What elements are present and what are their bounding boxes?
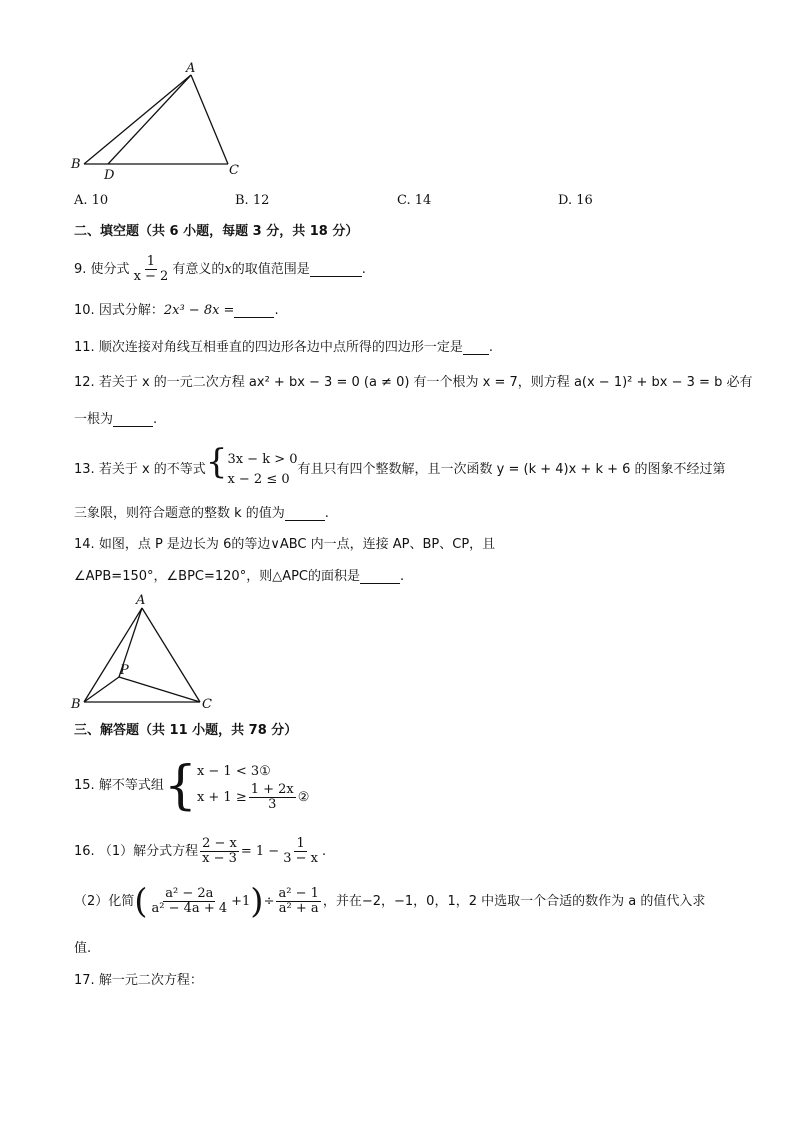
q12-line1: 若关于 x 的一元二次方程 ax² + bx − 3 = 0 (a ≠ 0) 有一个根为 x = 7，则方程 a(x − 1)² + bx − 3 = b 必有: [98, 375, 753, 390]
inequality-system: [197, 761, 309, 812]
q16-p1-prefix: （1）解分式方程: [98, 844, 199, 859]
question-number: 15.: [74, 778, 95, 793]
option-c: C. 14: [397, 193, 432, 208]
fraction: [276, 887, 320, 916]
left-paren: (: [134, 881, 148, 922]
question-14-line-2: [74, 568, 404, 586]
question-16-part-2-line-2: 值.: [74, 941, 92, 956]
section-3-heading: 三、解答题（共 11 小题，共 78 分）: [74, 723, 298, 738]
vertex-label-a: A: [136, 593, 146, 608]
expression: 2x³ − 8x =: [163, 303, 235, 318]
q16-p2-prefix: （2）化简: [74, 894, 135, 909]
question-13-line-2: [74, 505, 329, 523]
denominator: 3: [268, 796, 277, 812]
divide-sign: ÷: [263, 894, 275, 909]
answer-blank[interactable]: [285, 506, 325, 521]
question-number: 10.: [74, 303, 95, 318]
fraction: [200, 837, 239, 866]
numerator: a² − 2a: [165, 886, 214, 901]
q11-text: 顺次连接对角线互相垂直的四边形各边中点所得的四边形一定是: [98, 340, 463, 355]
question-12-line-1: [74, 374, 752, 392]
denominator: a² − 4a + 4: [151, 901, 228, 916]
circled-2: ②: [297, 789, 310, 805]
question-number: 12.: [74, 375, 95, 390]
q16-p2-suffix: ，并在−2，−1，0，1，2 中选取一个合适的数作为 a 的值代入求: [322, 894, 706, 909]
inequality-system: [227, 450, 297, 490]
triangle-figure-2: [66, 588, 226, 714]
fraction: [281, 837, 320, 866]
option-b: B. 12: [235, 193, 270, 208]
brace: {: [205, 442, 228, 482]
vertex-label-a: A: [186, 61, 196, 76]
point-label-p: P: [120, 663, 129, 678]
q13-suffix: 有且只有四个整数解，且一次函数 y = (k + 4)x + k + 6 的图象不经过第: [297, 462, 726, 477]
inequality-2: x − 2 ≤ 0: [227, 471, 290, 487]
denominator: x − 2: [133, 269, 169, 284]
answer-blank[interactable]: [463, 340, 489, 355]
option-d: D. 16: [558, 193, 593, 208]
triangle-figure-1: [66, 58, 256, 188]
q13-prefix: 若关于 x 的不等式: [98, 462, 206, 477]
period: .: [153, 412, 158, 427]
plus-one: +1: [231, 894, 251, 909]
q9-mid: 有意义的: [172, 262, 225, 277]
variable: x: [224, 262, 232, 277]
q14-line2: ∠APB=150°，∠BPC=120°，则△APC的面积是: [74, 569, 361, 584]
vertex-label-c: C: [229, 163, 239, 178]
fraction: [249, 783, 296, 812]
inequality-2-left: x + 1 ≥: [196, 789, 247, 805]
q14-line1: 如图，点 P 是边长为 6的等边∨ABC 内一点，连接 AP、BP、CP，且: [98, 537, 496, 552]
question-number: 17.: [74, 973, 95, 988]
inequality-1: 3x − k > 0: [227, 451, 298, 467]
equals-one-minus: = 1 −: [240, 844, 280, 859]
question-number: 13.: [74, 462, 95, 477]
q12-line2: 一根为: [74, 412, 114, 427]
denominator: x − 3: [202, 851, 237, 866]
option-a: A. 10: [74, 193, 109, 208]
question-17: [74, 972, 203, 990]
answer-blank[interactable]: [310, 262, 362, 277]
answer-blank[interactable]: [360, 569, 400, 584]
question-12-line-2: [74, 411, 157, 429]
answer-blank[interactable]: [113, 412, 153, 427]
question-16-part-2: [74, 880, 705, 924]
q17-text: 解一元二次方程：: [98, 973, 203, 988]
question-number: 14.: [74, 537, 95, 552]
question-9: [74, 250, 366, 290]
period: .: [361, 262, 366, 277]
right-paren: ): [250, 881, 264, 922]
question-number: 16.: [74, 844, 95, 859]
vertex-label-d: D: [104, 168, 115, 183]
question-number: 11.: [74, 340, 95, 355]
brace: {: [163, 756, 197, 816]
numerator: a² − 1: [278, 886, 319, 901]
question-15: [74, 756, 309, 816]
inequality-1: x − 1 < 3①: [196, 763, 271, 779]
period: .: [321, 844, 327, 859]
numerator: 2 − x: [202, 836, 237, 851]
period: .: [400, 569, 405, 584]
q10-prefix: 因式分解：: [98, 303, 164, 318]
q13-line2: 三象限，则符合题意的整数 k 的值为: [74, 506, 285, 521]
denominator: 3 − x: [283, 851, 318, 866]
q9-suffix: 的取值范围是: [231, 262, 310, 277]
numerator: 1: [146, 254, 156, 269]
question-11: [74, 339, 493, 357]
vertex-label-b: B: [71, 697, 81, 712]
period: .: [324, 506, 329, 521]
period: .: [274, 303, 279, 318]
numerator: 1: [296, 836, 305, 851]
vertex-label-c: C: [202, 697, 212, 712]
period: .: [488, 340, 493, 355]
fraction: [150, 887, 230, 916]
question-number: 9.: [74, 262, 87, 277]
question-13-line-1: [74, 442, 726, 490]
section-2-heading: 二、填空题（共 6 小题，每题 3 分，共 18 分）: [74, 224, 359, 239]
question-16-part-1: [74, 832, 326, 872]
q15-prefix: 解不等式组: [98, 778, 164, 793]
vertex-label-b: B: [71, 157, 81, 172]
denominator: a² + a: [278, 901, 319, 916]
question-10: [74, 302, 279, 320]
question-14-line-1: [74, 536, 495, 554]
numerator: 1 + 2x: [250, 781, 294, 797]
fraction: [132, 255, 171, 284]
q9-prefix: 使分式: [90, 262, 130, 277]
answer-blank[interactable]: [234, 303, 274, 318]
inequality-2: [197, 783, 309, 812]
